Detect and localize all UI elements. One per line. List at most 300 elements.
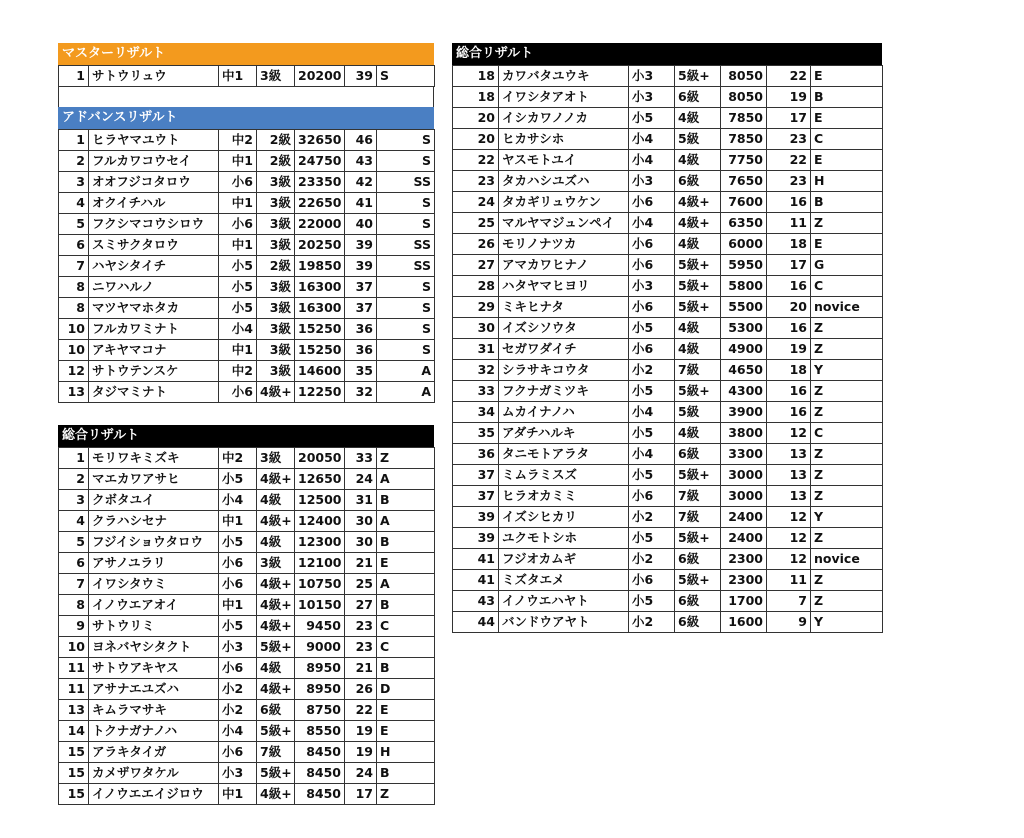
- score-cell: 4650: [721, 360, 767, 381]
- rating-cell: D: [377, 679, 435, 700]
- rating-cell: B: [377, 658, 435, 679]
- name-cell: モリワキミズキ: [89, 448, 219, 469]
- count-cell: 23: [767, 171, 811, 192]
- score-cell: 20250: [295, 235, 345, 256]
- name-cell: サトウリミ: [89, 616, 219, 637]
- count-cell: 33: [345, 448, 377, 469]
- count-cell: 24: [345, 763, 377, 784]
- score-cell: 8950: [295, 679, 345, 700]
- grade-cell: 小3: [629, 66, 675, 87]
- count-cell: 30: [345, 532, 377, 553]
- score-cell: 4900: [721, 339, 767, 360]
- rating-cell: A: [377, 382, 435, 403]
- count-cell: 11: [767, 570, 811, 591]
- count-cell: 22: [345, 700, 377, 721]
- level-cell: 4級: [675, 108, 721, 129]
- rating-cell: B: [377, 763, 435, 784]
- rank-cell: 41: [453, 570, 499, 591]
- count-cell: 13: [767, 444, 811, 465]
- count-cell: 16: [767, 381, 811, 402]
- count-cell: 19: [767, 339, 811, 360]
- name-cell: タジマミナト: [89, 382, 219, 403]
- table-row: [453, 87, 883, 108]
- level-cell: 6級: [675, 171, 721, 192]
- level-cell: 4級: [675, 150, 721, 171]
- count-cell: 12: [767, 423, 811, 444]
- rating-cell: C: [377, 637, 435, 658]
- name-cell: フジイショウタロウ: [89, 532, 219, 553]
- overall-result-section-left: [58, 425, 434, 805]
- name-cell: カメザワタケル: [89, 763, 219, 784]
- count-cell: 24: [345, 469, 377, 490]
- name-cell: イズシソウタ: [499, 318, 629, 339]
- table-row: [59, 679, 435, 700]
- level-cell: 4級+: [675, 192, 721, 213]
- rank-cell: 20: [453, 129, 499, 150]
- table-row: [59, 532, 435, 553]
- level-cell: 5級+: [675, 570, 721, 591]
- table-row: [453, 570, 883, 591]
- count-cell: 37: [345, 298, 377, 319]
- name-cell: アサノユラリ: [89, 553, 219, 574]
- table-row: [453, 234, 883, 255]
- score-cell: 8050: [721, 87, 767, 108]
- score-cell: 20200: [295, 66, 345, 87]
- rating-cell: Z: [811, 318, 883, 339]
- count-cell: 23: [345, 637, 377, 658]
- name-cell: ミズタエメ: [499, 570, 629, 591]
- count-cell: 30: [345, 511, 377, 532]
- rank-cell: 15: [59, 763, 89, 784]
- rank-cell: 23: [453, 171, 499, 192]
- score-cell: 8950: [295, 658, 345, 679]
- grade-cell: 中1: [219, 784, 257, 805]
- table-row: [59, 574, 435, 595]
- count-cell: 16: [767, 318, 811, 339]
- grade-cell: 小4: [629, 129, 675, 150]
- score-cell: 4300: [721, 381, 767, 402]
- score-cell: 32650: [295, 130, 345, 151]
- rank-cell: 6: [59, 235, 89, 256]
- name-cell: セガワダイチ: [499, 339, 629, 360]
- grade-cell: 小6: [629, 570, 675, 591]
- table-row: [59, 511, 435, 532]
- name-cell: ヨネバヤシタクト: [89, 637, 219, 658]
- grade-cell: 小3: [219, 763, 257, 784]
- rank-cell: 15: [59, 784, 89, 805]
- name-cell: ヤスモトユイ: [499, 150, 629, 171]
- rating-cell: E: [811, 108, 883, 129]
- score-cell: 3300: [721, 444, 767, 465]
- table-row: [453, 549, 883, 570]
- rank-cell: 14: [59, 721, 89, 742]
- score-cell: 12300: [295, 532, 345, 553]
- table-row: [59, 490, 435, 511]
- table-row: [59, 448, 435, 469]
- name-cell: オクイチハル: [89, 193, 219, 214]
- name-cell: ハヤシタイチ: [89, 256, 219, 277]
- grade-cell: 小6: [219, 553, 257, 574]
- table-row: [59, 784, 435, 805]
- grade-cell: 小6: [629, 486, 675, 507]
- grade-cell: 小2: [629, 360, 675, 381]
- rank-cell: 43: [453, 591, 499, 612]
- name-cell: ハタヤマヒヨリ: [499, 276, 629, 297]
- level-cell: 5級+: [675, 66, 721, 87]
- rank-cell: 4: [59, 511, 89, 532]
- count-cell: 20: [767, 297, 811, 318]
- table-row: [59, 256, 435, 277]
- grade-cell: 小6: [629, 339, 675, 360]
- rating-cell: Z: [811, 591, 883, 612]
- level-cell: 3級: [257, 172, 295, 193]
- grade-cell: 小2: [629, 549, 675, 570]
- count-cell: 41: [345, 193, 377, 214]
- score-cell: 12400: [295, 511, 345, 532]
- rank-cell: 3: [59, 172, 89, 193]
- score-cell: 10150: [295, 595, 345, 616]
- name-cell: タカハシユズハ: [499, 171, 629, 192]
- score-cell: 3000: [721, 486, 767, 507]
- table-row: [59, 469, 435, 490]
- name-cell: アキヤマコナ: [89, 340, 219, 361]
- rank-cell: 7: [59, 574, 89, 595]
- level-cell: 7級: [675, 486, 721, 507]
- rating-cell: novice: [811, 549, 883, 570]
- name-cell: タカギリュウケン: [499, 192, 629, 213]
- score-cell: 7850: [721, 129, 767, 150]
- rank-cell: 15: [59, 742, 89, 763]
- count-cell: 11: [767, 213, 811, 234]
- table-row: [453, 276, 883, 297]
- count-cell: 19: [345, 742, 377, 763]
- rating-cell: Z: [811, 486, 883, 507]
- table-row: [59, 553, 435, 574]
- level-cell: 3級: [257, 66, 295, 87]
- level-cell: 3級: [257, 277, 295, 298]
- grade-cell: 小3: [629, 171, 675, 192]
- level-cell: 4級: [257, 532, 295, 553]
- score-cell: 24750: [295, 151, 345, 172]
- level-cell: 3級: [257, 214, 295, 235]
- grade-cell: 小3: [629, 87, 675, 108]
- level-cell: 6級: [675, 444, 721, 465]
- count-cell: 39: [345, 235, 377, 256]
- count-cell: 35: [345, 361, 377, 382]
- rank-cell: 31: [453, 339, 499, 360]
- rating-cell: S: [377, 298, 435, 319]
- level-cell: 4級+: [257, 382, 295, 403]
- rating-cell: C: [377, 616, 435, 637]
- rating-cell: Y: [811, 507, 883, 528]
- grade-cell: 小6: [219, 658, 257, 679]
- rank-cell: 10: [59, 340, 89, 361]
- table-row: [453, 591, 883, 612]
- table-row: [453, 255, 883, 276]
- score-cell: 2300: [721, 549, 767, 570]
- table-row: [453, 360, 883, 381]
- count-cell: 19: [345, 721, 377, 742]
- grade-cell: 小6: [219, 742, 257, 763]
- table-row: [59, 214, 435, 235]
- name-cell: イノウエエイジロウ: [89, 784, 219, 805]
- level-cell: 5級: [675, 402, 721, 423]
- rating-cell: G: [811, 255, 883, 276]
- level-cell: 5級+: [675, 381, 721, 402]
- level-cell: 6級: [257, 700, 295, 721]
- score-cell: 3900: [721, 402, 767, 423]
- table-row: [453, 66, 883, 87]
- score-cell: 3800: [721, 423, 767, 444]
- level-cell: 6級: [675, 87, 721, 108]
- level-cell: 4級: [675, 318, 721, 339]
- name-cell: アマカワヒナノ: [499, 255, 629, 276]
- name-cell: イズシヒカリ: [499, 507, 629, 528]
- level-cell: 6級: [675, 591, 721, 612]
- table-row: [59, 319, 435, 340]
- count-cell: 12: [767, 549, 811, 570]
- name-cell: アダチハルキ: [499, 423, 629, 444]
- name-cell: ユクモトシホ: [499, 528, 629, 549]
- rank-cell: 29: [453, 297, 499, 318]
- rating-cell: C: [811, 129, 883, 150]
- rank-cell: 44: [453, 612, 499, 633]
- rating-cell: B: [377, 595, 435, 616]
- level-cell: 5級: [675, 129, 721, 150]
- name-cell: ヒラオカミミ: [499, 486, 629, 507]
- grade-cell: 小6: [629, 234, 675, 255]
- rank-cell: 12: [59, 361, 89, 382]
- overall-result-header-right: 総合リザルト: [452, 43, 882, 65]
- count-cell: 23: [767, 129, 811, 150]
- rank-cell: 32: [453, 360, 499, 381]
- grade-cell: 小2: [219, 679, 257, 700]
- rating-cell: Y: [811, 360, 883, 381]
- table-row: [453, 528, 883, 549]
- rank-cell: 18: [453, 66, 499, 87]
- level-cell: 4級+: [257, 574, 295, 595]
- level-cell: 5級+: [675, 528, 721, 549]
- rank-cell: 8: [59, 277, 89, 298]
- grade-cell: 中1: [219, 151, 257, 172]
- name-cell: フクシマコウシロウ: [89, 214, 219, 235]
- rank-cell: 20: [453, 108, 499, 129]
- score-cell: 7850: [721, 108, 767, 129]
- level-cell: 3級: [257, 361, 295, 382]
- rating-cell: Z: [377, 448, 435, 469]
- overall-result-table-left: [58, 447, 435, 805]
- score-cell: 1700: [721, 591, 767, 612]
- count-cell: 19: [767, 87, 811, 108]
- grade-cell: 小4: [219, 319, 257, 340]
- name-cell: カワバタユウキ: [499, 66, 629, 87]
- table-row: [453, 507, 883, 528]
- overall-result-header-left: 総合リザルト: [58, 425, 434, 447]
- rating-cell: H: [811, 171, 883, 192]
- rank-cell: 4: [59, 193, 89, 214]
- name-cell: トクナガナノハ: [89, 721, 219, 742]
- name-cell: イノウエアオイ: [89, 595, 219, 616]
- name-cell: アラキタイガ: [89, 742, 219, 763]
- level-cell: 4級+: [675, 213, 721, 234]
- level-cell: 4級: [675, 339, 721, 360]
- count-cell: 43: [345, 151, 377, 172]
- score-cell: 23350: [295, 172, 345, 193]
- grade-cell: 小5: [219, 298, 257, 319]
- rating-cell: E: [811, 150, 883, 171]
- grade-cell: 小5: [629, 318, 675, 339]
- rank-cell: 26: [453, 234, 499, 255]
- table-row: [59, 616, 435, 637]
- rank-cell: 22: [453, 150, 499, 171]
- rating-cell: SS: [377, 235, 435, 256]
- rank-cell: 11: [59, 679, 89, 700]
- score-cell: 22000: [295, 214, 345, 235]
- level-cell: 4級+: [257, 679, 295, 700]
- rating-cell: S: [377, 340, 435, 361]
- score-cell: 8050: [721, 66, 767, 87]
- rank-cell: 27: [453, 255, 499, 276]
- master-result-table: [58, 65, 435, 87]
- count-cell: 39: [345, 256, 377, 277]
- table-row: [453, 192, 883, 213]
- level-cell: 4級+: [257, 595, 295, 616]
- count-cell: 18: [767, 360, 811, 381]
- table-row: [59, 721, 435, 742]
- name-cell: マルヤマジュンペイ: [499, 213, 629, 234]
- advance-result-table: [58, 129, 435, 403]
- score-cell: 2300: [721, 570, 767, 591]
- count-cell: 27: [345, 595, 377, 616]
- grade-cell: 小5: [629, 591, 675, 612]
- table-row: [59, 193, 435, 214]
- name-cell: ミキヒナタ: [499, 297, 629, 318]
- rating-cell: A: [377, 574, 435, 595]
- table-row: [453, 129, 883, 150]
- rank-cell: 30: [453, 318, 499, 339]
- advance-result-section: [58, 107, 434, 403]
- count-cell: 46: [345, 130, 377, 151]
- table-row: [59, 151, 435, 172]
- grade-cell: 小4: [219, 721, 257, 742]
- rating-cell: C: [811, 276, 883, 297]
- score-cell: 5950: [721, 255, 767, 276]
- name-cell: イワシタウミ: [89, 574, 219, 595]
- level-cell: 3級: [257, 319, 295, 340]
- level-cell: 4級+: [257, 784, 295, 805]
- rating-cell: S: [377, 214, 435, 235]
- count-cell: 21: [345, 553, 377, 574]
- table-row: [453, 150, 883, 171]
- name-cell: フジオカムギ: [499, 549, 629, 570]
- score-cell: 2400: [721, 528, 767, 549]
- count-cell: 12: [767, 507, 811, 528]
- rank-cell: 11: [59, 658, 89, 679]
- table-row: [59, 277, 435, 298]
- rating-cell: H: [377, 742, 435, 763]
- count-cell: 26: [345, 679, 377, 700]
- count-cell: 16: [767, 276, 811, 297]
- count-cell: 17: [767, 108, 811, 129]
- rank-cell: 33: [453, 381, 499, 402]
- rank-cell: 6: [59, 553, 89, 574]
- rating-cell: C: [811, 423, 883, 444]
- grade-cell: 中1: [219, 511, 257, 532]
- table-row: [59, 700, 435, 721]
- level-cell: 5級+: [257, 721, 295, 742]
- count-cell: 42: [345, 172, 377, 193]
- table-row: [59, 595, 435, 616]
- name-cell: オオフジコタロウ: [89, 172, 219, 193]
- score-cell: 5300: [721, 318, 767, 339]
- rating-cell: S: [377, 277, 435, 298]
- rank-cell: 8: [59, 595, 89, 616]
- grade-cell: 小4: [629, 402, 675, 423]
- level-cell: 6級: [675, 612, 721, 633]
- name-cell: サトウアキヤス: [89, 658, 219, 679]
- table-row: [59, 382, 435, 403]
- count-cell: 17: [345, 784, 377, 805]
- score-cell: 12250: [295, 382, 345, 403]
- rank-cell: 24: [453, 192, 499, 213]
- rating-cell: Z: [377, 784, 435, 805]
- grade-cell: 小6: [219, 214, 257, 235]
- table-row: [59, 637, 435, 658]
- rating-cell: B: [811, 192, 883, 213]
- rank-cell: 18: [453, 87, 499, 108]
- table-row: [453, 612, 883, 633]
- count-cell: 18: [767, 234, 811, 255]
- rank-cell: 3: [59, 490, 89, 511]
- name-cell: クラハシセナ: [89, 511, 219, 532]
- score-cell: 8450: [295, 742, 345, 763]
- rating-cell: E: [811, 234, 883, 255]
- table-row: [453, 486, 883, 507]
- count-cell: 39: [345, 66, 377, 87]
- score-cell: 8750: [295, 700, 345, 721]
- count-cell: 25: [345, 574, 377, 595]
- rating-cell: A: [377, 511, 435, 532]
- name-cell: キムラマサキ: [89, 700, 219, 721]
- name-cell: モリノナツカ: [499, 234, 629, 255]
- rank-cell: 41: [453, 549, 499, 570]
- score-cell: 16300: [295, 277, 345, 298]
- score-cell: 19850: [295, 256, 345, 277]
- name-cell: フルカワミナト: [89, 319, 219, 340]
- grade-cell: 小5: [219, 532, 257, 553]
- rank-cell: 10: [59, 319, 89, 340]
- grade-cell: 小5: [629, 108, 675, 129]
- rank-cell: 2: [59, 469, 89, 490]
- table-row: [59, 658, 435, 679]
- table-row: [59, 66, 435, 87]
- table-row: [453, 213, 883, 234]
- level-cell: 3級: [257, 340, 295, 361]
- level-cell: 7級: [257, 742, 295, 763]
- grade-cell: 小2: [219, 700, 257, 721]
- score-cell: 8450: [295, 784, 345, 805]
- rank-cell: 10: [59, 637, 89, 658]
- level-cell: 5級+: [675, 255, 721, 276]
- rating-cell: S: [377, 66, 435, 87]
- rating-cell: S: [377, 319, 435, 340]
- rank-cell: 7: [59, 256, 89, 277]
- rank-cell: 39: [453, 507, 499, 528]
- rating-cell: Y: [811, 612, 883, 633]
- name-cell: スミサクタロウ: [89, 235, 219, 256]
- name-cell: クボタユイ: [89, 490, 219, 511]
- name-cell: ムカイナノハ: [499, 402, 629, 423]
